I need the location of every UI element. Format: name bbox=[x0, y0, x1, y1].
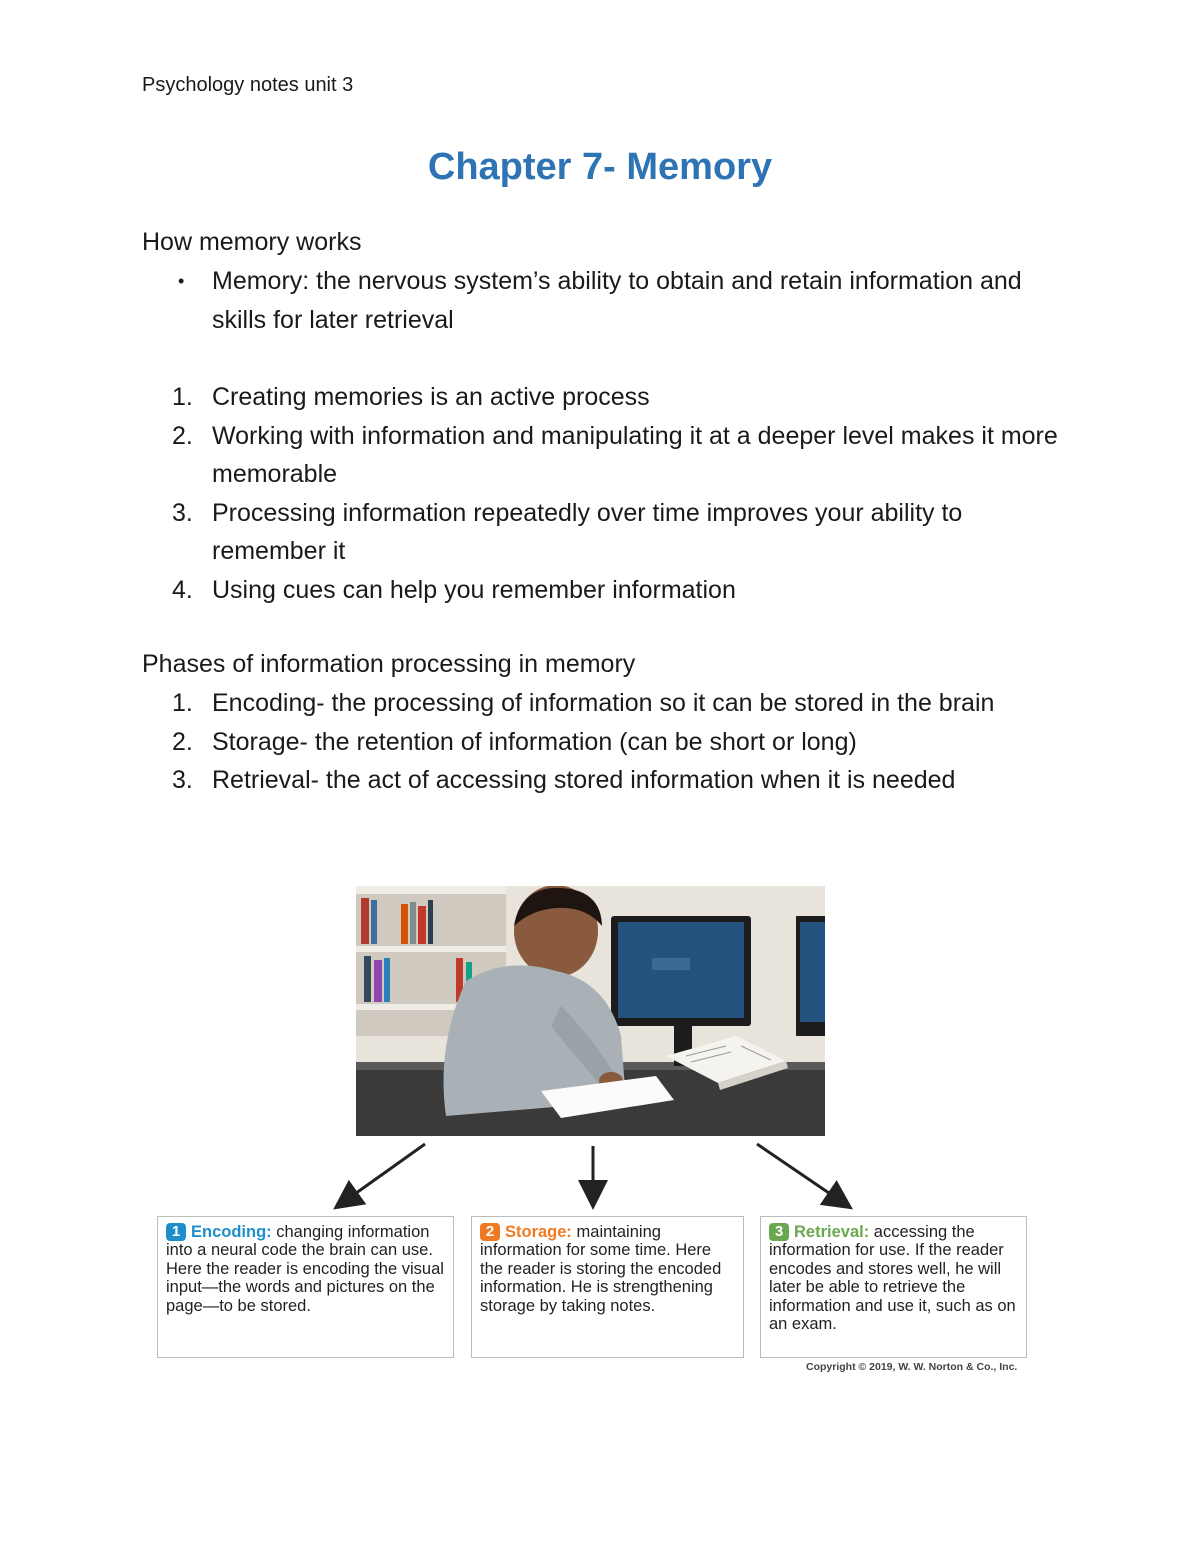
list-item-text: Using cues can help you remember information bbox=[212, 575, 736, 604]
retrieval-term: Retrieval: bbox=[794, 1223, 870, 1241]
arrow-to-encoding bbox=[338, 1144, 425, 1206]
list-number: 1. bbox=[172, 689, 193, 717]
retrieval-box bbox=[760, 1216, 1027, 1358]
list-number: 3. bbox=[172, 766, 193, 794]
memory-definition: Memory: the nervous system’s ability to obtain and retain information and skills for later retrieval bbox=[212, 267, 1022, 334]
definition-list bbox=[172, 262, 1072, 339]
list-number: 1. bbox=[172, 383, 193, 411]
list-number: 3. bbox=[172, 498, 193, 527]
copyright-notice: Copyright © 2019, W. W. Norton & Co., Inc. bbox=[806, 1361, 1018, 1373]
page-header: Psychology notes unit 3 bbox=[142, 74, 354, 96]
list-number: 2. bbox=[172, 727, 193, 756]
list-item bbox=[172, 417, 1072, 494]
list-item bbox=[172, 378, 1072, 417]
list-number: 2. bbox=[172, 421, 193, 450]
number-3-icon: 3 bbox=[769, 1223, 789, 1241]
phases-list bbox=[172, 684, 1072, 800]
storage-box bbox=[471, 1216, 744, 1358]
storage-term: Storage: bbox=[505, 1223, 572, 1241]
encoding-box bbox=[157, 1216, 454, 1358]
number-1-icon: 1 bbox=[166, 1223, 186, 1241]
list-item-text: Retrieval- the act of accessing stored information when it is needed bbox=[212, 766, 956, 794]
list-item bbox=[172, 494, 1072, 571]
list-item bbox=[172, 723, 1072, 762]
encoding-description: changing information into a neural code the brain can use. Here the reader is encoding the visual input—the words and pictures on the page—to be stored. bbox=[166, 1223, 444, 1315]
section-heading-phases: Phases of information processing in memory bbox=[142, 650, 636, 678]
storage-description: maintaining information for some time. Here the reader is storing the encoded information. He is strengthening storage by taking notes. bbox=[480, 1223, 722, 1315]
memory-facts-list bbox=[172, 378, 1072, 609]
student-studying-photo bbox=[356, 886, 825, 1136]
photo-illustration bbox=[356, 886, 825, 1136]
list-item bbox=[172, 571, 1072, 610]
retrieval-description: accessing the information for use. If the reader encodes and stores well, he will later be able to retrieve the information and use it, such as on an exam. bbox=[769, 1223, 1016, 1334]
section-heading-how-memory-works: How memory works bbox=[142, 228, 362, 256]
list-item bbox=[172, 684, 1072, 723]
list-item-text: Working with information and manipulating it at a deeper level makes it more memorable bbox=[212, 421, 1058, 488]
list-item-text: Encoding- the processing of information so it can be stored in the brain bbox=[212, 689, 995, 717]
list-item bbox=[172, 262, 1072, 339]
number-2-icon: 2 bbox=[480, 1223, 500, 1241]
list-item-text: Processing information repeatedly over time improves your ability to remember it bbox=[212, 498, 963, 565]
list-item bbox=[172, 761, 1072, 800]
list-item-text: Creating memories is an active process bbox=[212, 383, 650, 411]
encoding-term: Encoding: bbox=[191, 1223, 272, 1241]
list-number: 4. bbox=[172, 575, 193, 604]
bullet-icon: • bbox=[178, 271, 185, 291]
list-item-text: Storage- the retention of information (can be short or long) bbox=[212, 727, 857, 756]
arrow-to-retrieval bbox=[757, 1144, 848, 1206]
chapter-title: Chapter 7- Memory bbox=[427, 146, 773, 188]
